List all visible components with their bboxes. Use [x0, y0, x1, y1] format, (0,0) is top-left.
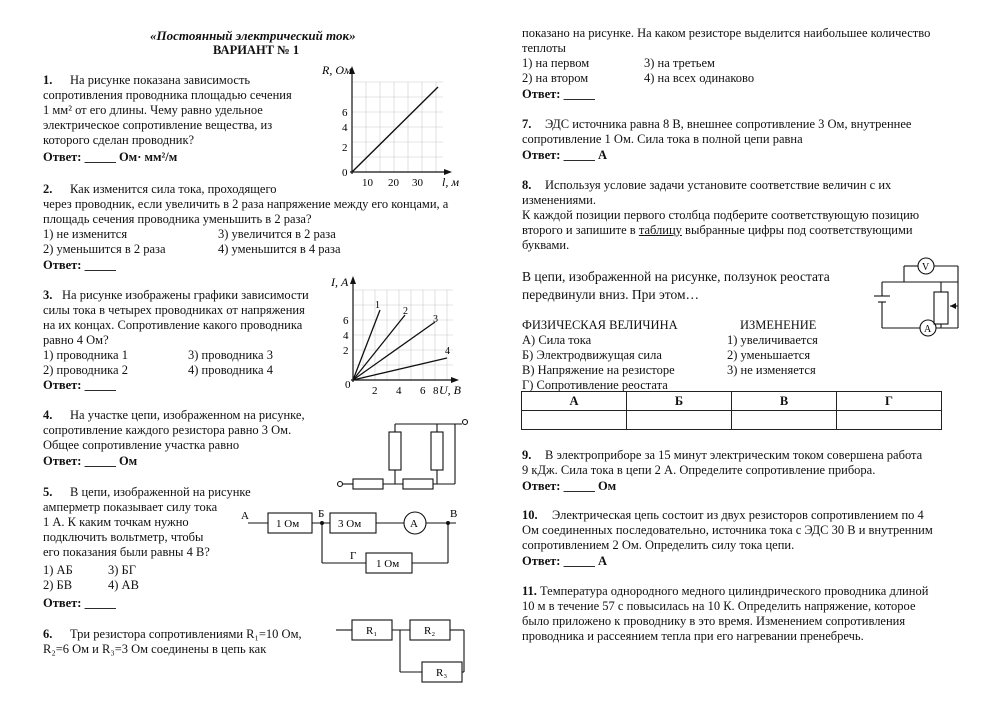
q5-answer: Ответ: _____	[43, 596, 116, 610]
q10-text-line: Электрическая цепь состоит из двух резисторов сопротивлением по 4	[552, 508, 924, 522]
q6-r2-label: R₂	[424, 625, 436, 637]
variant-title: ВАРИАНТ № 1	[213, 43, 300, 57]
q3-option: 3) проводника 3	[188, 348, 273, 362]
q5-point-b: Б	[318, 508, 325, 520]
q4-resistor	[403, 479, 433, 489]
q5-point-a: А	[241, 510, 249, 522]
q5-text-line: подключить вольтметр, чтобы	[43, 530, 204, 544]
q10-number: 10.	[522, 508, 538, 522]
q4-resistor	[389, 432, 401, 470]
q2-option: 3) увеличится в 2 раза	[218, 227, 336, 241]
answer-cell[interactable]	[837, 411, 942, 430]
q8-condition: передвинули вниз. При этом…	[522, 287, 700, 302]
q1-text-line: 1 мм² от его длины. Чему равно удельное	[43, 103, 263, 117]
q5-point-v: В	[450, 508, 458, 520]
q5-circuit	[238, 505, 483, 585]
q4-resistor	[353, 479, 383, 489]
q3-y-tick: 6	[343, 315, 349, 327]
q8-quantity: А) Сила тока	[522, 333, 592, 347]
q1-text-line: На рисунке показана зависимость	[70, 73, 251, 87]
q3-text-line: силы тока в четырех проводниках от напряжения	[43, 303, 305, 317]
q1-y-tick: 2	[342, 142, 348, 154]
q3-text-line: На рисунке изображены графики зависимости	[62, 288, 309, 302]
q5-r2-label: 3 Ом	[338, 518, 362, 530]
q1-y-tick: 6	[342, 107, 348, 119]
q7-text-line: ЭДС источника равна 8 В, внешнее сопротивление 3 Ом, внутреннее	[545, 117, 912, 131]
q3-line-label: 4	[445, 346, 450, 357]
q3-answer: Ответ: _____	[43, 378, 116, 392]
q1-answer: Ответ: _____ Ом· мм²/м	[43, 150, 178, 164]
q5-r1-label: 1 Ом	[276, 518, 300, 530]
q3-x-label: U, В	[439, 383, 461, 397]
q6-text-line: Три резистора сопротивлениями R₁=10 Ом,	[70, 627, 302, 641]
q2-text-line: площадь сечения проводника уменьшить в 2 раза?	[43, 212, 312, 226]
answer-cell[interactable]	[627, 411, 732, 430]
q6-option: 1) на первом	[522, 56, 590, 70]
table-header-cell: В	[732, 392, 837, 411]
q8-answer-table	[521, 391, 942, 430]
q7-answer: Ответ: _____ А	[522, 148, 607, 162]
answer-cell[interactable]	[732, 411, 837, 430]
q1-x-tick: 30	[412, 177, 423, 189]
q3-text-line: равно 4 Ом?	[43, 333, 109, 347]
q3-x-tick: 8	[433, 385, 439, 397]
q1-text-line: которого сделан проводник?	[43, 133, 195, 147]
q3-x-tick: 2	[372, 385, 378, 397]
table-header-cell: А	[522, 392, 627, 411]
q8-ammeter-label: A	[924, 324, 932, 335]
q2-text-line: через проводник, если увеличить в 2 раза напряжение между его концами, а	[43, 197, 449, 211]
q11-number: 11.	[522, 584, 537, 598]
q10-text-line: сопротивлением 2 Ом. Определить силу тока цепи.	[522, 538, 795, 552]
q3-option: 1) проводника 1	[43, 348, 128, 362]
table-header-cell: Б	[627, 392, 732, 411]
q4-number: 4.	[43, 408, 53, 422]
q8-change: 3) не изменяется	[727, 363, 816, 377]
q3-line-label: 3	[433, 314, 438, 325]
q4-answer: Ответ: _____ Ом	[43, 454, 138, 468]
q2-text-line: Как изменится сила тока, проходящего	[70, 182, 277, 196]
q5-r3-label: 1 Ом	[376, 558, 400, 570]
q4-circuit	[325, 412, 475, 497]
q7-text-line: сопротивление 1 Ом. Сила тока в полной цепи равна	[522, 132, 803, 146]
q4-text-line: сопротивление каждого резистора равно 3 Ом.	[43, 423, 292, 437]
q2-option: 1) не изменится	[43, 227, 128, 241]
q8-condition: В цепи, изображенной на рисунке, ползунок реостата	[522, 269, 830, 284]
table-row	[522, 392, 942, 411]
q6-option: 4) на всех одинаково	[644, 71, 755, 85]
q1-y-label: R, Ом	[322, 63, 352, 77]
q8-instruction-table-word: таблицу	[638, 223, 682, 237]
q5-option: 1) АБ	[43, 563, 73, 577]
q3-option: 4) проводника 4	[188, 363, 273, 377]
q8-voltmeter-label: V	[922, 262, 930, 273]
q5-text-line: амперметр показывает силу тока	[43, 500, 218, 514]
q10-answer: Ответ: _____ А	[522, 554, 607, 568]
q1-origin: 0	[342, 167, 348, 179]
q3-y-label: I, А	[331, 275, 349, 289]
q3-graph	[325, 270, 475, 405]
q3-x-tick: 6	[420, 385, 426, 397]
q1-x-tick: 10	[362, 177, 373, 189]
q5-text-line: В цепи, изображенной на рисунке	[70, 485, 251, 499]
answer-cell[interactable]	[522, 411, 627, 430]
q6-text-line: показано на рисунке. На каком резисторе выделится наибольшее количество	[522, 26, 931, 40]
q3-y-tick: 4	[343, 330, 349, 342]
q8-text-line: изменениями.	[522, 193, 596, 207]
q6-option: 2) на втором	[522, 71, 589, 85]
q6-answer: Ответ: _____	[522, 87, 595, 101]
q8-change: 2) уменьшается	[727, 348, 811, 362]
q4-text-line: Общее сопротивление участка равно	[43, 438, 240, 452]
q11-text-line: 10 м в течение 57 с повысилась на 10 К. Определить напряжение, которое	[522, 599, 916, 613]
table-row	[522, 411, 942, 430]
q1-y-tick: 4	[342, 122, 348, 134]
q2-answer: Ответ: _____	[43, 258, 116, 272]
q3-line-1	[353, 310, 380, 380]
q6-circuit	[330, 612, 480, 692]
q11-text-line: Температура однородного медного цилиндрического проводника длиной	[540, 584, 929, 598]
q1-x-tick: 20	[388, 177, 399, 189]
q8-circuit	[862, 252, 972, 344]
q1-x-label: l, м	[442, 175, 459, 189]
q3-option: 2) проводника 2	[43, 363, 128, 377]
q1-number: 1.	[43, 73, 53, 87]
q3-number: 3.	[43, 288, 53, 302]
q1-text-line: сопротивления проводника площадью сечения	[43, 88, 292, 102]
q3-text-line: на их концах. Сопротивление какого проводника	[43, 318, 303, 332]
q6-text-line: теплоты	[522, 41, 566, 55]
q9-text-line: 9 кДж. Сила тока в цепи 2 А. Определите сопротивление прибора.	[522, 463, 876, 477]
q4-resistor	[431, 432, 443, 470]
worksheet-title: «Постоянный электрический ток»	[150, 28, 356, 43]
q8-text-line: Используя условие задачи установите соответствие величин с их	[545, 178, 892, 192]
q8-quantity: В) Напряжение на резисторе	[522, 363, 675, 377]
q6-r1-label: R₁	[366, 625, 378, 637]
q4-text-line: На участке цепи, изображенном на рисунке,	[70, 408, 305, 422]
q6-number: 6.	[43, 627, 53, 641]
q8-instruction-part: второго и запишите в	[522, 223, 639, 237]
q7-number: 7.	[522, 117, 532, 131]
q1-graph	[318, 62, 468, 192]
q3-x-tick: 4	[396, 385, 402, 397]
q5-ammeter-label: А	[410, 518, 418, 530]
q5-text-line: 1 А. К каким точкам нужно	[43, 515, 189, 529]
q5-number: 5.	[43, 485, 53, 499]
q1-data-line	[352, 87, 438, 172]
q10-text-line: Ом соединенных последовательно, источника тока с ЭДС 30 В и внутренним	[522, 523, 933, 537]
q8-column2-header: ИЗМЕНЕНИЕ	[740, 318, 817, 332]
q3-line-label: 1	[375, 300, 380, 311]
q11-text-line: было приложено к проводнику в это время. Изменением сопротивления	[522, 614, 906, 628]
q8-instruction: К каждой позиции первого столбца подберите соответствующую позицию	[522, 208, 920, 222]
q9-answer: Ответ: _____ Ом	[522, 479, 617, 493]
q6-text-line: R₂=6 Ом и R₃=3 Ом соединены в цепь как	[43, 642, 267, 656]
q8-instruction: буквами.	[522, 238, 570, 252]
q5-point-g: Г	[350, 550, 357, 562]
q6-r3-label: R₃	[436, 667, 448, 679]
q2-option: 4) уменьшится в 4 раза	[218, 242, 341, 256]
q5-option: 4) АВ	[108, 578, 139, 592]
q9-number: 9.	[522, 448, 532, 462]
q8-instruction-line	[522, 223, 913, 238]
q5-option: 2) БВ	[43, 578, 73, 592]
q5-option: 3) БГ	[108, 563, 136, 577]
q3-line-label: 2	[403, 306, 408, 317]
q3-y-tick: 2	[343, 345, 349, 357]
q2-option: 2) уменьшится в 2 раза	[43, 242, 166, 256]
q3-line-4	[353, 358, 447, 380]
q1-text-line: электрическое сопротивление вещества, из	[43, 118, 273, 132]
q8-instruction-part: выбранные цифры под соответствующими	[681, 223, 913, 237]
q3-origin: 0	[345, 379, 351, 391]
q8-number: 8.	[522, 178, 532, 192]
q9-text-line: В электроприборе за 15 минут электрическим током совершена работа	[545, 448, 923, 462]
table-header-cell: Г	[837, 392, 942, 411]
q8-change: 1) увеличивается	[727, 333, 818, 347]
q8-quantity: Г) Сопротивление реостата	[522, 378, 668, 392]
q11-text-line: проводника и рассеянием тепла при его нагревании пренебречь.	[522, 629, 864, 643]
q6-option: 3) на третьем	[644, 56, 715, 70]
q2-number: 2.	[43, 182, 53, 196]
q5-text-line: его показания были равны 4 В?	[43, 545, 210, 559]
q8-rheostat	[934, 292, 948, 324]
q8-quantity: Б) Электродвижущая сила	[522, 348, 662, 362]
q8-column1-header: ФИЗИЧЕСКАЯ ВЕЛИЧИНА	[522, 318, 678, 332]
